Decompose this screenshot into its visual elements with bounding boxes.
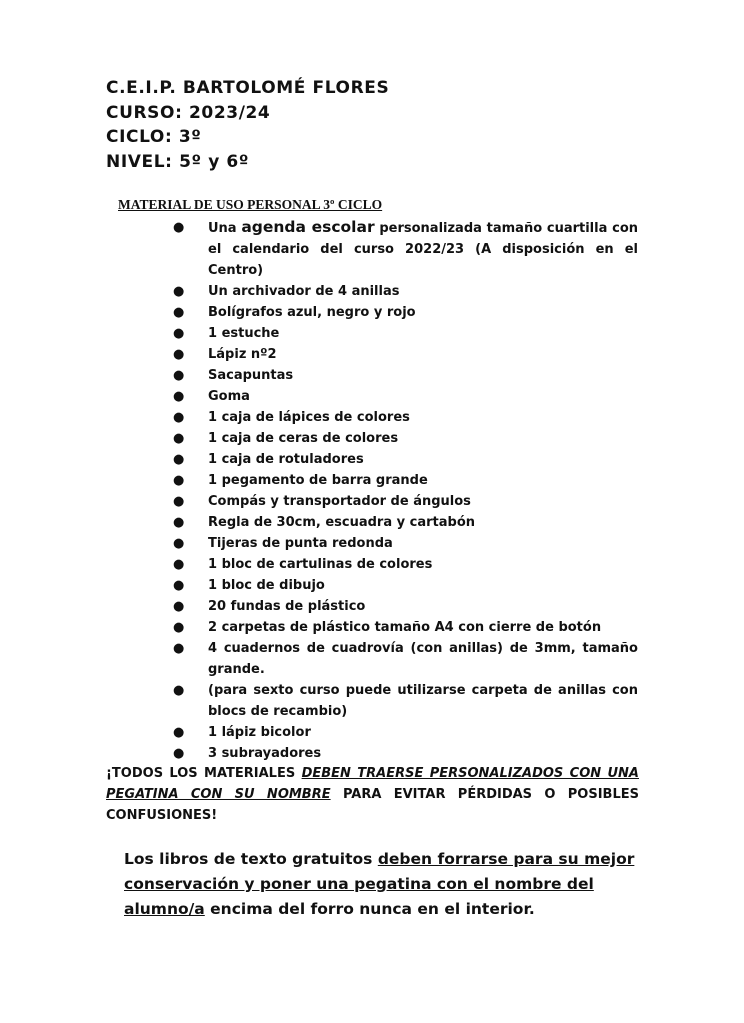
item-text: 2 carpetas de plástico tamaño A4 con cierre de botón	[208, 620, 602, 635]
bullet-icon: ●	[173, 410, 185, 425]
list-item	[168, 617, 638, 638]
course-year: CURSO: 2023/24	[106, 102, 271, 123]
textbooks-paragraph	[124, 847, 638, 922]
bullet-icon: ●	[173, 683, 185, 698]
bullet-icon: ●	[173, 431, 185, 446]
list-item	[168, 302, 638, 323]
bullet-icon: ●	[173, 494, 185, 509]
item-text: 1 caja de lápices de colores	[208, 410, 410, 425]
bullet-icon: ●	[173, 641, 185, 656]
level: NIVEL: 5º y 6º	[106, 151, 250, 172]
notice-part2: PARA EVITAR PÉRDIDAS O POSIBLES CONFUSIONES!	[106, 787, 639, 823]
list-item	[168, 407, 638, 428]
item-text: 1 estuche	[208, 326, 280, 341]
item-text: 1 bloc de dibujo	[208, 578, 325, 593]
books-part1: Los libros de texto gratuitos	[124, 850, 378, 868]
list-item	[168, 575, 638, 596]
bullet-icon: ●	[173, 326, 185, 341]
bullet-icon: ●	[173, 452, 185, 467]
list-item	[168, 365, 638, 386]
books-part2: encima del forro nunca en el interior.	[204, 900, 535, 918]
school-name: C.E.I.P. BARTOLOMÉ FLORES	[106, 78, 390, 98]
item-text: Lápiz nº2	[208, 347, 277, 362]
item-text: (para sexto curso puede utilizarse carpeta de anillas con blocs de recambio)	[208, 683, 638, 719]
item-rest: personalizada tamaño cuartilla con el calendario del curso 2022/23 (A disposición en el Centro)	[208, 221, 639, 278]
bullet-icon: ●	[173, 578, 185, 593]
bullet-icon: ●	[173, 557, 185, 572]
notice-part1: ¡TODOS LOS MATERIALES	[106, 766, 302, 781]
list-item	[168, 281, 638, 302]
item-text: 1 pegamento de barra grande	[208, 473, 428, 488]
item-text: 1 lápiz bicolor	[208, 725, 311, 740]
list-item	[168, 554, 638, 575]
bullet-icon: ●	[173, 536, 185, 551]
item-text: Sacapuntas	[208, 368, 294, 383]
item-text: Goma	[208, 389, 250, 404]
item-text: Tijeras de punta redonda	[208, 536, 393, 551]
list-item	[168, 470, 638, 491]
item-text: 1 caja de rotuladores	[208, 452, 364, 467]
item-emphasis: agenda escolar	[241, 218, 375, 236]
bullet-icon: ●	[173, 599, 185, 614]
bullet-icon: ●	[173, 305, 185, 320]
item-text: 1 caja de ceras de colores	[208, 431, 399, 446]
item-text: 20 fundas de plástico	[208, 599, 366, 614]
bullet-icon: ●	[173, 368, 185, 383]
bullet-icon: ●	[173, 746, 185, 761]
bullet-icon: ●	[173, 220, 185, 235]
list-item	[168, 428, 638, 449]
material-list	[168, 217, 638, 764]
bullet-icon: ●	[173, 473, 185, 488]
list-item	[168, 386, 638, 407]
bullet-icon: ●	[173, 284, 185, 299]
list-item	[168, 344, 638, 365]
notice-highlight: DEBEN TRAERSE PERSONALIZADOS CON UNA PEGATINA CON SU NOMBRE	[106, 766, 639, 802]
bullet-icon: ●	[173, 620, 185, 635]
list-item	[168, 638, 638, 680]
list-item	[168, 743, 638, 764]
list-item	[168, 512, 638, 533]
list-item	[168, 533, 638, 554]
list-item	[168, 323, 638, 344]
bullet-icon: ●	[173, 725, 185, 740]
books-highlight: deben forrarse para su mejor conservación y poner una pegatina con el nombre del alumno/a	[124, 850, 635, 918]
item-text: Un archivador de 4 anillas	[208, 284, 400, 299]
item-text: 4 cuadernos de cuadrovía (con anillas) de 3mm, tamaño grande.	[208, 641, 638, 677]
item-prefix: Una	[208, 221, 242, 236]
bullet-icon: ●	[173, 515, 185, 530]
list-item	[168, 596, 638, 617]
list-item	[168, 449, 638, 470]
cycle: CICLO: 3º	[106, 127, 202, 147]
item-text: 1 bloc de cartulinas de colores	[208, 557, 433, 572]
item-text: Bolígrafos azul, negro y rojo	[208, 305, 416, 320]
bullet-icon: ●	[173, 389, 185, 404]
list-item	[168, 217, 638, 281]
list-item	[168, 491, 638, 512]
list-item	[168, 722, 638, 743]
notice-paragraph	[106, 763, 639, 826]
document-header	[106, 76, 389, 174]
section-title: MATERIAL DE USO PERSONAL 3º CICLO	[118, 197, 383, 212]
item-text: Compás y transportador de ángulos	[208, 494, 471, 509]
item-text: 3 subrayadores	[208, 746, 322, 761]
item-text: Regla de 30cm, escuadra y cartabón	[208, 515, 476, 530]
bullet-icon: ●	[173, 347, 185, 362]
list-item	[168, 680, 638, 722]
